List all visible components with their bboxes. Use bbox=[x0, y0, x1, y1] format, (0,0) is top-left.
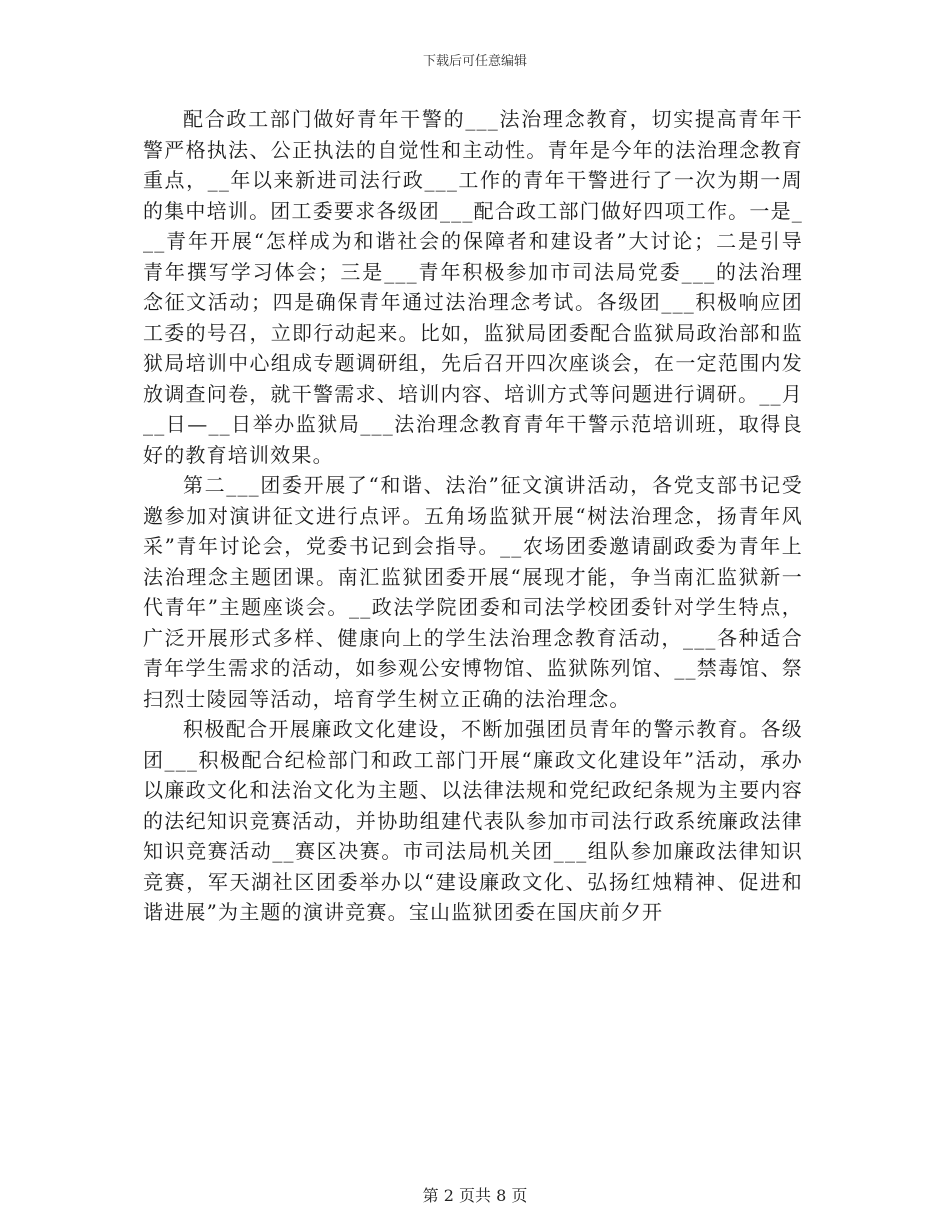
document-body bbox=[143, 104, 803, 928]
page-number-footer: 第 2 页共 8 页 bbox=[422, 1186, 528, 1205]
page-header-note: 下载后可任意编辑 bbox=[422, 54, 527, 69]
body-paragraph-3: 积极配合开展廉政文化建设，不断加强团员青年的警示教育。各级团___积极配合纪检部门和政工部门开展“廉政文化建设年”活动，承办以廉政文化和法治文化为主题、以法律法规和党纪政纪条规为主要内容的法纪知识竞赛活动，并协助组建代表队参加市司法行政系统廉政法律知识竞赛活动__赛区决赛。市司法局机关团___组队参加廉政法律知识竞赛，军天湖社区团委举办以“建设廉政文化、弘扬红烛精神、促进和谐进展”为主题的演讲竞赛。宝山监狱团委在国庆前夕开 bbox=[143, 717, 803, 924]
body-paragraph-2: 第二___团委开展了“和谐、法治”征文演讲活动，各党支部书记受邀参加对演讲征文进行点评。五角场监狱开展“树法治理念，扬青年风采”青年讨论会，党委书记到会指导。__农场团委邀请副政委为青年上法治理念主题团课。南汇监狱团委开展“展现才能，争当南汇监狱新一代青年”主题座谈会。__政法学院团委和司法学校团委针对学生特点，广泛开展形式多样、健康向上的学生法治理念教育活动，___各种适合青年学生需求的活动，如参观公安博物馆、监狱陈列馆、__禁毒馆、祭扫烈士陵园等活动，培育学生树立正确的法治理念。 bbox=[143, 473, 803, 711]
body-paragraph-1: 配合政工部门做好青年干警的___法治理念教育，切实提高青年干警严格执法、公正执法的自觉性和主动性。青年是今年的法治理念教育重点，__年以来新进司法行政___工作的青年干警进行了一次为期一周的集中培训。团工委要求各级团___配合政工部门做好四项工作。一是___青年开展“怎样成为和谐社会的保障者和建设者”大讨论；二是引导青年撰写学习体会；三是___青年积极参加市司法局党委___的法治理念征文活动；四是确保青年通过法治理念考试。各级团___积极响应团工委的号召，立即行动起来。比如，监狱局团委配合监狱局政治部和监狱局培训中心组成专题调研组，先后召开四次座谈会，在一定范围内发放调查问卷，就干警需求、培训内容、培训方式等问题进行调研。__月__日—__日举办监狱局___法治理念教育青年干警示范培训班，取得良好的教育培训效果。 bbox=[143, 107, 803, 467]
